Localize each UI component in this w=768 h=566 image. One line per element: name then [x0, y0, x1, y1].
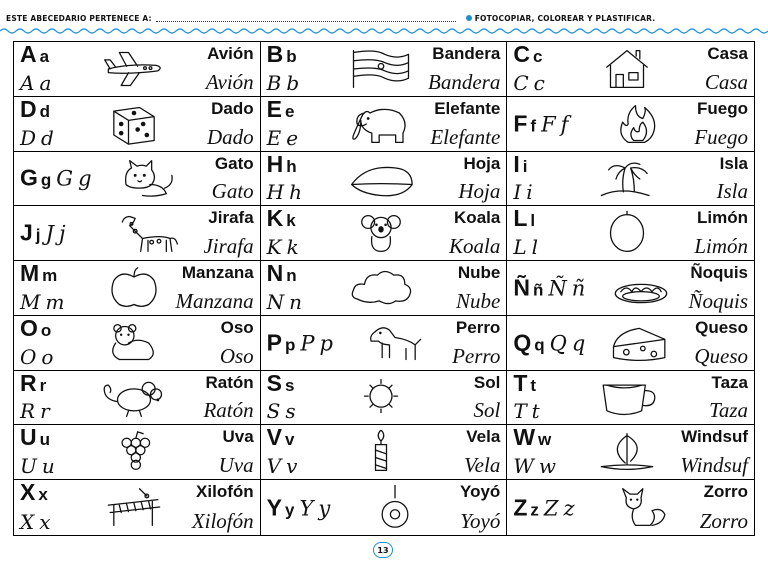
letter-cell [261, 97, 508, 152]
word-cursive: Fuego [694, 124, 748, 149]
letter-cell [14, 42, 261, 97]
lowercase-letter: e [285, 101, 295, 121]
uppercase-letter: I [513, 151, 520, 177]
cursive-lowercase-letter: p [319, 331, 333, 356]
uppercase-letter: M [20, 261, 40, 287]
word-print: Elefante [434, 98, 501, 118]
cursive-letters [20, 344, 54, 369]
cup-icon [591, 376, 663, 420]
letter-cell [261, 371, 508, 426]
house-icon [591, 47, 663, 91]
cursive-lowercase-letter: a [39, 70, 52, 95]
lowercase-letter: c [532, 47, 543, 66]
cursive-letters [20, 289, 65, 314]
lowercase-letter: ñ [532, 280, 544, 300]
letter-cell [14, 152, 261, 207]
word-print: Yoyó [460, 482, 501, 502]
word-print: Hoja [463, 153, 501, 173]
lowercase-letter: b [286, 47, 297, 66]
word-print: Limón [697, 208, 748, 228]
word-cursive: Nube [456, 288, 501, 313]
word-print: Zorro [703, 482, 748, 502]
letter-cell [507, 316, 754, 371]
cursive-lowercase-letter: d [41, 125, 54, 150]
print-letters [513, 426, 551, 449]
word-cursive: Avión [205, 69, 254, 94]
cursive-lowercase-letter: g [78, 166, 92, 191]
cursive-lowercase-letter: j [58, 221, 66, 246]
word-cursive: Elefante [430, 124, 501, 149]
cursive-letters [513, 454, 557, 479]
uppercase-letter: Y [266, 494, 282, 521]
word-cursive: Taza [709, 398, 748, 423]
word-print: Koala [454, 208, 501, 228]
print-letters [267, 496, 331, 519]
word-cursive: Gato [211, 179, 254, 204]
cheese-icon [605, 321, 677, 365]
lowercase-letter: m [42, 266, 58, 286]
lowercase-letter: w [538, 430, 552, 450]
uppercase-letter: A [20, 42, 37, 67]
uppercase-letter: J [20, 219, 33, 246]
cursive-lowercase-letter: x [39, 510, 51, 534]
print-letters [267, 98, 295, 121]
word-cursive: Oso [219, 343, 254, 368]
word-print: Manzana [181, 263, 254, 283]
cursive-lowercase-letter: n [289, 289, 303, 314]
print-letters [513, 153, 527, 176]
cursive-lowercase-letter: z [563, 496, 575, 521]
lowercase-letter: l [530, 211, 536, 231]
letter-cell [507, 42, 754, 97]
print-letters [513, 43, 542, 66]
apple-icon [98, 266, 170, 310]
cursive-uppercase-letter: F [541, 112, 556, 137]
print-letters [513, 372, 536, 395]
letter-cell [14, 480, 261, 535]
word-cursive: Xilofón [191, 509, 254, 533]
word-print: Nube [457, 263, 501, 283]
cursive-lowercase-letter: h [289, 180, 302, 205]
word-print: Isla [719, 153, 748, 173]
word-print: Sol [473, 372, 501, 392]
cursive-uppercase-letter: G [56, 166, 74, 191]
uppercase-letter: X [20, 480, 36, 506]
print-letters [20, 164, 92, 191]
cursive-uppercase-letter: Ñ [548, 276, 567, 301]
uppercase-letter: R [20, 370, 37, 396]
fox-icon [605, 485, 677, 529]
uppercase-letter: B [266, 42, 284, 67]
word-cursive: Uva [218, 453, 254, 478]
cursive-uppercase-letter: U [20, 454, 37, 479]
cursive-lowercase-letter: b [286, 70, 300, 95]
cursive-uppercase-letter: B [266, 70, 282, 95]
uppercase-letter: C [513, 42, 530, 67]
print-letters [267, 43, 297, 66]
word-cursive: Queso [694, 343, 748, 368]
cursive-uppercase-letter: E [266, 125, 282, 150]
cursive-uppercase-letter: J [45, 221, 54, 246]
cursive-lowercase-letter: f [560, 112, 569, 137]
cursive-lowercase-letter: u [41, 454, 55, 479]
word-print: Perro [455, 317, 501, 337]
cursive-uppercase-letter: P [300, 331, 315, 356]
cursive-letters [266, 454, 298, 479]
cursive-letters [266, 399, 296, 424]
uppercase-letter: U [20, 425, 37, 451]
uppercase-letter: Q [513, 329, 532, 356]
word-cursive: Ratón [203, 398, 254, 423]
print-letters [513, 112, 568, 135]
print-letters [20, 317, 51, 340]
letter-cell [507, 261, 754, 316]
giraffe-icon [112, 211, 184, 255]
fire-icon [605, 102, 677, 146]
word-cursive: Sol [473, 398, 501, 423]
letter-cell [507, 206, 754, 261]
cursive-lowercase-letter: t [531, 399, 540, 424]
uppercase-letter: K [266, 206, 284, 232]
cursive-letters [20, 70, 52, 95]
lowercase-letter: h [286, 156, 297, 176]
candle-icon [345, 430, 417, 474]
cursive-lowercase-letter: y [318, 496, 331, 521]
cursive-lowercase-letter: r [40, 399, 50, 424]
lowercase-letter: p [285, 335, 296, 355]
print-letters [513, 331, 585, 354]
cursive-lowercase-letter: v [286, 454, 298, 479]
lowercase-letter: s [285, 375, 295, 395]
cursive-letters [20, 512, 51, 532]
word-cursive: Zorro [699, 509, 748, 533]
airplane-icon [98, 47, 170, 91]
island-icon [591, 157, 663, 201]
cursive-letters [266, 125, 299, 150]
letter-cell [507, 152, 754, 207]
cursive-letters [20, 125, 54, 150]
word-cursive: Yoyó [460, 509, 501, 533]
gnocchi-icon [605, 266, 677, 310]
cursive-uppercase-letter: D [20, 125, 37, 150]
cursive-lowercase-letter: i [526, 180, 533, 205]
bear-icon [98, 321, 170, 365]
print-letters [20, 481, 48, 504]
cursive-uppercase-letter: O [20, 344, 37, 369]
cursive-lowercase-letter: l [531, 235, 539, 260]
page-number: 13 [377, 545, 389, 555]
cursive-uppercase-letter: Z [543, 496, 559, 521]
word-print: Taza [711, 372, 748, 392]
cursive-letters [513, 235, 539, 260]
word-print: Fuego [697, 98, 748, 118]
letter-cell [14, 206, 261, 261]
letter-cell [507, 371, 754, 426]
word-cursive: Manzana [175, 288, 254, 313]
uppercase-letter: P [266, 329, 282, 356]
lowercase-letter: z [530, 500, 539, 520]
dice-icon [98, 102, 170, 146]
uppercase-letter: E [266, 96, 282, 122]
cursive-lowercase-letter: c [533, 70, 545, 95]
letter-cell [261, 42, 508, 97]
print-letters [20, 426, 50, 449]
word-cursive: Isla [716, 179, 748, 204]
word-cursive: Perro [452, 343, 501, 368]
word-cursive: Casa [704, 69, 748, 94]
lowercase-letter: v [285, 430, 295, 450]
windsurf-icon [591, 430, 663, 474]
word-print: Windsuf [681, 427, 748, 447]
word-cursive: Bandera [428, 69, 501, 94]
cursive-letters [513, 180, 533, 205]
dog-icon [359, 321, 431, 365]
lowercase-letter: n [286, 266, 297, 286]
page-header [6, 10, 762, 26]
cursive-letters [513, 70, 545, 95]
uppercase-letter: S [266, 370, 282, 396]
letter-cell [261, 480, 508, 535]
alphabet-grid [13, 41, 755, 536]
cursive-uppercase-letter: Y [299, 496, 314, 521]
word-cursive: Ñoquis [688, 288, 748, 313]
cursive-lowercase-letter: q [571, 331, 586, 356]
print-letters [267, 331, 333, 354]
word-cursive: Vela [464, 453, 501, 478]
uppercase-letter: N [266, 261, 284, 287]
lowercase-letter: o [40, 320, 52, 340]
lowercase-letter: r [39, 375, 47, 395]
word-print: Xilofón [196, 482, 254, 502]
letter-cell [507, 97, 754, 152]
flag-icon [345, 47, 417, 91]
letter-cell [261, 261, 508, 316]
lowercase-letter: f [530, 116, 537, 136]
instructions-text: FOTOCOPIAR, COLOREAR Y PLASTIFICAR. [474, 13, 656, 23]
letter-cell [507, 425, 754, 480]
cursive-uppercase-letter: C [513, 70, 529, 95]
cursive-uppercase-letter: W [513, 454, 534, 479]
print-letters [20, 262, 57, 285]
cursive-uppercase-letter: A [20, 70, 35, 95]
cursive-uppercase-letter: L [513, 235, 527, 260]
lowercase-letter: i [522, 156, 528, 176]
word-cursive: Windsuf [680, 453, 748, 478]
cursive-uppercase-letter: S [266, 399, 281, 424]
cursive-lowercase-letter: w [538, 454, 557, 479]
letter-cell [14, 97, 261, 152]
lowercase-letter: t [530, 375, 537, 395]
letter-cell [507, 480, 754, 535]
print-letters [267, 153, 297, 176]
uppercase-letter: D [20, 96, 37, 122]
leaf-icon [345, 157, 417, 201]
word-print: Ratón [205, 372, 254, 392]
letter-cell [14, 316, 261, 371]
word-print: Avión [207, 44, 254, 63]
cat-icon [112, 157, 184, 201]
sun-icon [345, 376, 417, 420]
cursive-letters [513, 399, 540, 424]
word-print: Jirafa [208, 208, 254, 228]
cursive-lowercase-letter: m [45, 289, 65, 314]
print-letters [20, 43, 49, 66]
print-letters [267, 262, 297, 285]
uppercase-letter: F [513, 110, 528, 137]
word-print: Oso [220, 317, 254, 337]
cursive-uppercase-letter: R [20, 399, 36, 424]
letter-cell [14, 261, 261, 316]
lowercase-letter: d [39, 101, 51, 121]
word-cursive: Jirafa [203, 234, 254, 259]
word-print: Bandera [432, 44, 501, 63]
cloud-icon [345, 266, 417, 310]
print-letters [513, 207, 535, 230]
uppercase-letter: O [20, 315, 38, 341]
cursive-lowercase-letter: k [286, 235, 299, 260]
letter-cell [261, 425, 508, 480]
lowercase-letter: x [38, 485, 48, 505]
uppercase-letter: L [513, 206, 528, 232]
cursive-letters [266, 289, 303, 314]
lowercase-letter: k [286, 211, 296, 231]
print-letters [513, 496, 574, 519]
cursive-uppercase-letter: V [266, 454, 282, 479]
mouse-icon [98, 376, 170, 420]
print-letters [267, 207, 296, 230]
uppercase-letter: V [266, 425, 282, 451]
cursive-uppercase-letter: N [266, 289, 285, 314]
owner-name-line [156, 15, 456, 22]
lowercase-letter: u [39, 430, 51, 450]
word-cursive: Hoja [458, 179, 501, 204]
print-letters [20, 98, 50, 121]
word-print: Casa [707, 44, 748, 63]
cursive-letters [20, 454, 55, 479]
cursive-uppercase-letter: H [266, 180, 285, 205]
word-print: Uva [222, 427, 254, 447]
letter-cell [261, 206, 508, 261]
word-cursive: Dado [206, 124, 254, 149]
lemon-icon [591, 211, 663, 255]
cursive-letters [266, 235, 299, 260]
cursive-uppercase-letter: K [266, 235, 282, 260]
xylophone-icon [98, 485, 170, 529]
word-print: Queso [695, 317, 748, 337]
word-cursive: Koala [448, 234, 501, 259]
uppercase-letter: Ñ [513, 274, 530, 301]
cursive-lowercase-letter: s [285, 399, 296, 424]
koala-icon [345, 211, 417, 255]
cursive-lowercase-letter: o [41, 344, 54, 369]
word-print: Gato [214, 153, 254, 173]
uppercase-letter: W [513, 425, 536, 451]
cursive-uppercase-letter: X [20, 510, 35, 534]
print-letters [267, 372, 295, 395]
cursive-uppercase-letter: Q [549, 331, 567, 356]
word-print: Ñoquis [690, 263, 748, 283]
bullet-icon [466, 15, 472, 21]
cursive-letters [266, 180, 302, 205]
lowercase-letter: j [35, 225, 41, 245]
lowercase-letter: q [534, 335, 545, 355]
letter-cell [261, 316, 508, 371]
cursive-letters [20, 399, 50, 424]
page-number-badge [373, 542, 393, 558]
uppercase-letter: Z [513, 494, 528, 521]
letter-cell [14, 425, 261, 480]
word-cursive: Limón [694, 234, 748, 259]
yoyo-icon [359, 485, 431, 529]
cursive-uppercase-letter: I [513, 180, 522, 205]
owner-label: ESTE ABECEDARIO PERTENECE A: [6, 13, 152, 23]
letter-cell [14, 371, 261, 426]
word-print: Dado [211, 98, 254, 118]
word-print: Vela [466, 427, 501, 447]
uppercase-letter: G [20, 164, 38, 191]
print-letters [20, 219, 66, 246]
uppercase-letter: T [513, 370, 528, 396]
cursive-lowercase-letter: e [286, 125, 299, 150]
letter-cell [261, 152, 508, 207]
cursive-uppercase-letter: T [513, 399, 527, 424]
lowercase-letter: g [40, 170, 52, 190]
cursive-uppercase-letter: M [20, 289, 41, 314]
print-letters [267, 426, 295, 449]
lowercase-letter: y [285, 500, 295, 520]
cursive-lowercase-letter: ñ [571, 276, 586, 301]
grapes-icon [98, 430, 170, 474]
print-letters [513, 276, 585, 299]
print-letters [20, 372, 46, 395]
lowercase-letter: a [39, 47, 50, 66]
wave-divider [0, 26, 768, 36]
elephant-icon [345, 102, 417, 146]
cursive-letters [266, 70, 300, 95]
uppercase-letter: H [266, 151, 284, 177]
